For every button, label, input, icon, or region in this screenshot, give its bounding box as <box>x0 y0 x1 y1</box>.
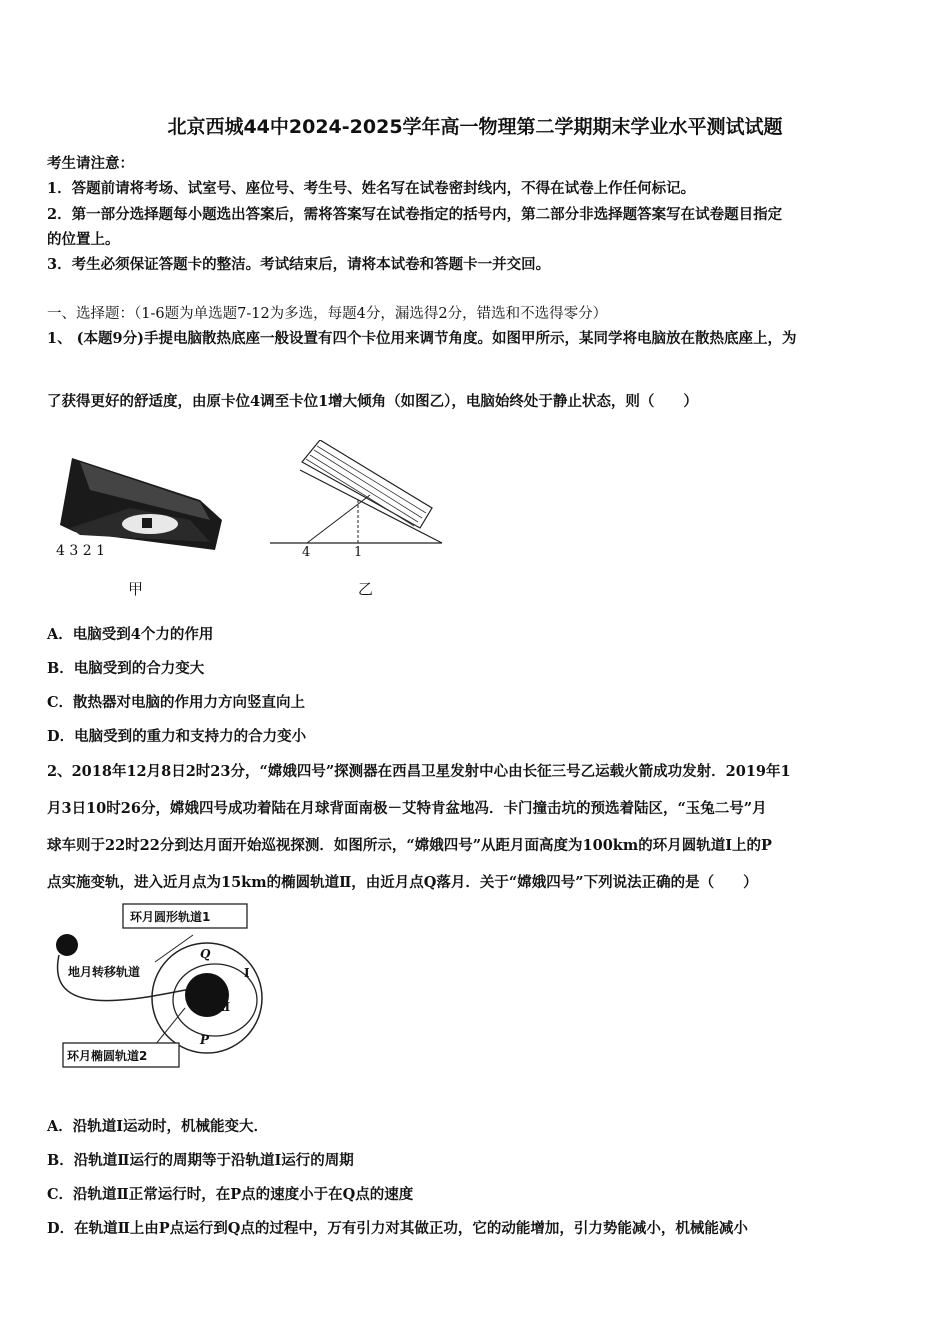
label-orbit-i: I <box>244 966 250 980</box>
laptop-hatching <box>306 446 426 526</box>
yi-label-1: 1 <box>354 545 363 560</box>
q1-option-d: D．电脑受到的重力和支持力的合力变小 <box>47 728 307 745</box>
label-ellipse-orbit: 环月椭圆轨道2 <box>67 1049 148 1063</box>
notice-item-2-cont: 的位置上。 <box>47 231 120 248</box>
q2-stem-line4: 点实施变轨，进入近月点为15km的椭圆轨道Ⅱ，由近月点Q落月．关于“嫦娥四号”下列说法正确的是（ ） <box>47 874 758 891</box>
laptop-outline <box>302 440 432 528</box>
q2-stem-line3: 球车则于22时22分到达月面开始巡视探测．如图所示，“嫦娥四号”从距月面高度为100km的环月圆轨道Ⅰ上的P <box>47 837 772 854</box>
q1-stem-line1: 1、 (本题9分)手提电脑散热底座一般设置有四个卡位用来调节角度。如图甲所示，某同学将电脑放在散热底座上，为 <box>47 330 797 347</box>
page-title: 北京西城44中2024-2025学年高一物理第二学期期末学业水平测试试题 <box>167 116 783 138</box>
q2-option-d: D．在轨道Ⅱ上由P点运行到Q点的过程中，万有引力对其做正功，它的动能增加，引力势能减小，机械能减小 <box>47 1220 748 1237</box>
q2-option-c: C．沿轨道Ⅱ正常运行时，在P点的速度小于在Q点的速度 <box>47 1186 414 1203</box>
label-orbit-ii: Ⅱ <box>220 1000 231 1014</box>
q1-option-c: C．散热器对电脑的作用力方向竖直向上 <box>47 694 306 711</box>
label-transfer-orbit: 地月转移轨道 <box>68 965 141 979</box>
notice-item-3: 3．考生必须保证答题卡的整洁。考试结束后，请将本试卷和答题卡一并交回。 <box>47 256 551 273</box>
pointer-circle-orbit <box>155 935 193 962</box>
notice-item-1: 1．答题前请将考场、试室号、座位号、考生号、姓名写在试卷密封线内，不得在试卷上作任何标记。 <box>47 180 696 197</box>
support-4 <box>307 495 370 543</box>
yi-label-4: 4 <box>302 545 311 560</box>
notice-heading: 考生请注意： <box>47 155 134 172</box>
figure-jia-caption: 甲 <box>128 580 144 598</box>
q2-option-a: A．沿轨道I运动时，机械能变大． <box>47 1118 269 1135</box>
section-heading: 一、选择题：（1-6题为单选题7-12为多选，每题4分，漏选得2分，错选和不选得零分） <box>47 306 608 322</box>
label-circle-orbit: 环月圆形轨道1 <box>130 910 211 924</box>
figure-yi-incline <box>262 440 447 550</box>
earth-icon <box>56 934 78 956</box>
notice-item-2: 2．第一部分选择题每小题选出答案后，需将答案写在试卷指定的括号内，第二部分非选择题答案写在试卷题目指定 <box>47 206 783 223</box>
q2-option-b: B．沿轨道Ⅱ运行的周期等于沿轨道I运行的周期 <box>47 1152 354 1169</box>
slot-labels: 4 3 2 1 <box>56 543 105 559</box>
fan-hub <box>142 518 152 528</box>
label-point-p: P <box>200 1033 210 1047</box>
q1-stem-line2: 了获得更好的舒适度，由原卡位4调至卡位1增大倾角（如图乙），电脑始终处于静止状态，则（ ） <box>47 393 698 410</box>
q2-stem-line1: 2、2018年12月8日2时23分，“嫦娥四号”探测器在西昌卫星发射中心由长征三号乙运载火箭成功发射．2019年1 <box>47 763 791 780</box>
label-point-q: Q <box>200 947 211 961</box>
q2-stem-line2: 月3日10时26分，嫦娥四号成功着陆在月球背面南极－艾特肯盆地冯．卡门撞击坑的预选着陆区，“玉兔二号”月 <box>47 800 767 817</box>
figure-yi-caption: 乙 <box>358 580 374 598</box>
q1-option-b: B．电脑受到的合力变大 <box>47 660 205 677</box>
q1-option-a: A．电脑受到4个力的作用 <box>47 626 214 643</box>
